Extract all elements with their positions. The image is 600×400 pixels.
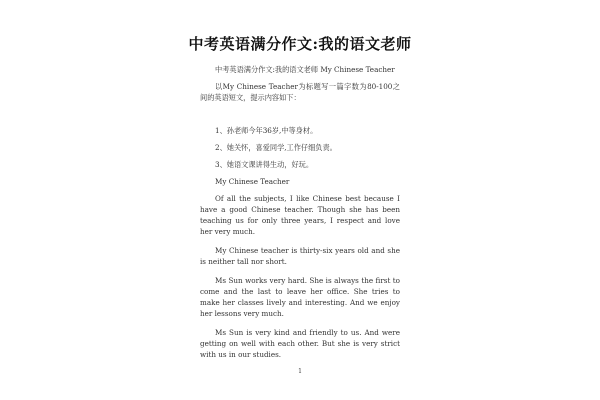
essay-paragraph: Ms Sun works very hard. She is always the first to come and the last to leave her office. She tries to make her classes lively and interesting. And we enjoy her lessons very much. (200, 276, 400, 318)
writing-prompt: 以My Chinese Teacher为标题写一篇字数为80-100之间的英语短文，提示内容如下： (200, 82, 400, 102)
document-subtitle: 中考英语满分作文:我的语文老师 My Chinese Teacher (215, 65, 395, 74)
essay-paragraph: Ms Sun is very kind and friendly to us. And were getting on well with each other. But she is very strict with us in our studies. (200, 328, 400, 359)
document-body (200, 64, 400, 360)
document-title: 中考英语满分作文:我的语文老师 (188, 35, 412, 53)
prompt-point: 3、她语文课讲得生动，好玩。 (215, 160, 314, 169)
prompt-point: 2、她关怀，喜爱同学,工作仔细负责。 (215, 143, 337, 152)
essay-paragraph: Of all the subjects, I like Chinese best because I have a good Chinese teacher. Though she has been teaching us for only three years, I respect and love her very much. (200, 194, 400, 236)
prompt-point: 1、孙老师今年36岁,中等身材。 (215, 126, 318, 135)
essay-title: My Chinese Teacher (215, 177, 290, 186)
page-number: 1 (298, 368, 302, 375)
essay-paragraph: My Chinese teacher is thirty-six years old and she is neither tall nor short. (200, 246, 400, 266)
